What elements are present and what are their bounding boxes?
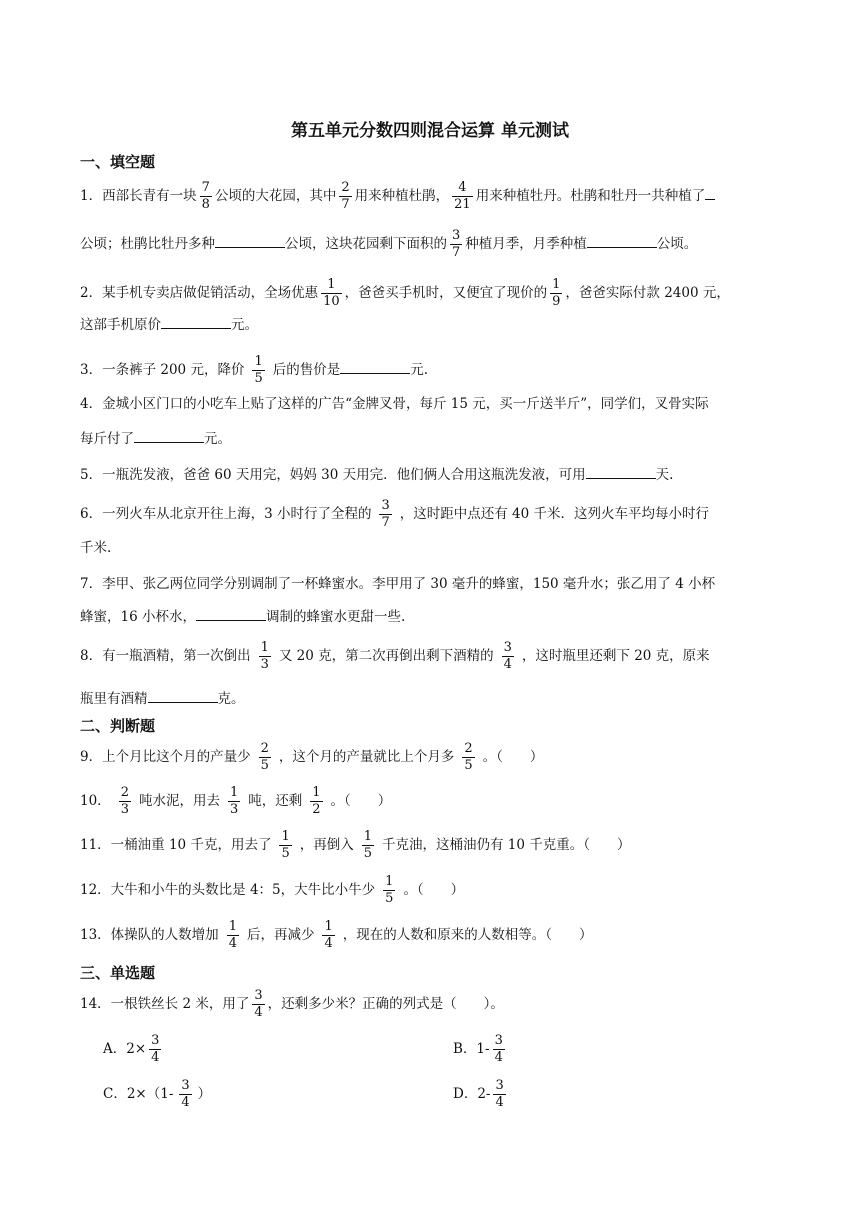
fraction: $\frac{1}{4}$	[228, 919, 237, 951]
question-3: 3．一条裤子 200 元，降价 $\frac{1}{5}$ 后的售价是 元.	[80, 354, 429, 386]
answer-blank[interactable]	[587, 233, 657, 248]
question-7-line-2: 蜂蜜，16 小杯水， 调制的蜂蜜水更甜一些.	[80, 606, 780, 627]
section-heading-true-false: 二、判断题	[80, 717, 156, 735]
answer-blank[interactable]	[161, 314, 231, 329]
answer-blank[interactable]	[215, 233, 285, 248]
fraction: $\frac{7}{8}$	[201, 180, 210, 212]
section-heading-single-choice: 三、单选题	[80, 964, 156, 982]
fraction: $\frac{3}{4}$	[503, 640, 512, 672]
fraction: $\frac{3}{4}$	[151, 1033, 160, 1065]
fraction: $\frac{1}{5}$	[363, 829, 373, 861]
fraction: $\frac{1}{5}$	[385, 874, 394, 906]
fraction: $\frac{1}{4}$	[324, 919, 333, 951]
fraction: $\frac{1}{10}$	[323, 277, 340, 309]
answer-blank[interactable]	[148, 688, 218, 703]
fraction: $\frac{4}{21}$	[454, 180, 471, 212]
question-11: 11．一桶油重 10 千克，用去了 $\frac{1}{5}$ ，再倒入 $\frac{1}{5}$ 千克油，这桶油仍有 10 千克重。（ ）	[80, 829, 631, 861]
question-6-line-1: 6．一列火车从北京开往上海，3 小时行了全程的 $\frac{3}{7}$ ，这时距中点还有 40 千米．这列火车平均每小时行	[80, 498, 710, 530]
fraction: $\frac{1}{5}$	[254, 354, 263, 386]
section-heading-fill-blank: 一、填空题	[80, 153, 156, 171]
fraction: $\frac{3}{4}$	[254, 988, 263, 1020]
option-d[interactable]: D．2- $\frac{3}{4}$	[453, 1078, 504, 1110]
question-8-line-2: 瓶里有酒精 克。	[80, 688, 780, 709]
fraction: $\frac{1}{2}$	[312, 785, 321, 817]
fraction: $\frac{3}{7}$	[381, 498, 390, 530]
option-a[interactable]: A．2× $\frac{3}{4}$	[103, 1033, 160, 1065]
question-6-line-2: 千米.	[80, 540, 112, 556]
question-8-line-1: 8．有一瓶酒精，第一次倒出 $\frac{1}{3}$ 又 20 克，第二次再倒出剩下酒精的 $\frac{3}{4}$ ，这时瓶里还剩下 20 克，原来	[80, 640, 710, 672]
question-4-line-1: 4．金城小区门口的小吃车上贴了这样的广告“金牌叉骨，每斤 15 元，买一斤送半斤”，同学们，叉骨实际	[80, 396, 709, 412]
question-9: 9．上个月比这个月的产量少 $\frac{2}{5}$ ，这个月的产量就比上个月多 $\frac{2}{5}$ 。（ ）	[80, 741, 544, 773]
question-1-line-2: 公顷；杜鹃比牡丹多种 公顷，这块花园剩下面积的 $\frac{3}{7}$ 种植月季，月季种植 公顷。	[80, 228, 698, 260]
question-2-line-2: 这部手机原价 元。	[80, 314, 780, 335]
option-c[interactable]: C．2×（1- $\frac{3}{4}$ ）	[103, 1078, 212, 1110]
fraction: $\frac{2}{7}$	[341, 180, 350, 212]
page-title: 第五单元分数四则混合运算 单元测试	[291, 121, 569, 141]
answer-blank[interactable]	[134, 428, 204, 443]
question-4-line-2: 每斤付了 元。	[80, 428, 780, 449]
answer-blank[interactable]	[196, 606, 266, 621]
question-5: 5．一瓶洗发液，爸爸 60 天用完，妈妈 30 天用完．他们俩人合用这瓶洗发液，可用 天.	[80, 464, 780, 485]
fraction: $\frac{3}{4}$	[495, 1078, 504, 1110]
answer-blank[interactable]	[340, 359, 410, 374]
fraction: $\frac{1}{3}$	[229, 785, 239, 817]
answer-blank[interactable]	[586, 464, 656, 479]
fraction: $\frac{2}{5}$	[260, 741, 269, 773]
fraction: $\frac{3}{7}$	[452, 228, 461, 260]
question-12: 12．大牛和小牛的头数比是 4：5，大牛比小牛少 $\frac{1}{5}$ 。（ ）	[80, 874, 465, 906]
fraction: $\frac{2}{3}$	[120, 785, 129, 817]
fraction: $\frac{2}{5}$	[464, 741, 473, 773]
answer-blank[interactable]	[705, 185, 715, 200]
fraction: $\frac{1}{3}$	[260, 640, 269, 672]
question-10: 10． $\frac{2}{3}$ 吨水泥，用去 $\frac{1}{3}$ 吨，还剩 $\frac{1}{2}$ 。（ ）	[80, 785, 392, 817]
question-14: 14．一根铁丝长 2 米，用了 $\frac{3}{4}$ ，还剩多少米？正确的列式是（ ）。	[80, 988, 504, 1020]
question-13: 13．体操队的人数增加 $\frac{1}{4}$ 后，再减少 $\frac{1}{4}$ ，现在的人数和原来的人数相等。（ ）	[80, 919, 593, 951]
fraction: $\frac{3}{4}$	[181, 1078, 190, 1110]
question-1-line-1: 1．西部长青有一块 $\frac{7}{8}$ 公顷的大花园，其中 $\frac{2}{7}$ 用来种植杜鹃， $\frac{4}{21}$ 用来种植牡丹。杜鹃和牡丹一共种植了	[80, 180, 780, 213]
option-b[interactable]: B．1- $\frac{3}{4}$	[453, 1033, 503, 1065]
question-7-line-1: 7．李甲、张乙两位同学分别调制了一杯蜂蜜水。李甲用了 30 毫升的蜂蜜，150 毫升水；张乙用了 4 小杯	[80, 576, 716, 592]
fraction: $\frac{1}{5}$	[281, 829, 290, 861]
fraction: $\frac{1}{9}$	[552, 277, 561, 309]
fraction: $\frac{3}{4}$	[494, 1033, 503, 1065]
question-2-line-1: 2．某手机专卖店做促销活动，全场优惠 $\frac{1}{10}$ ，爸爸买手机时，又便宜了现价的 $\frac{1}{9}$ ，爸爸实际付款 2400 元，	[80, 277, 730, 309]
